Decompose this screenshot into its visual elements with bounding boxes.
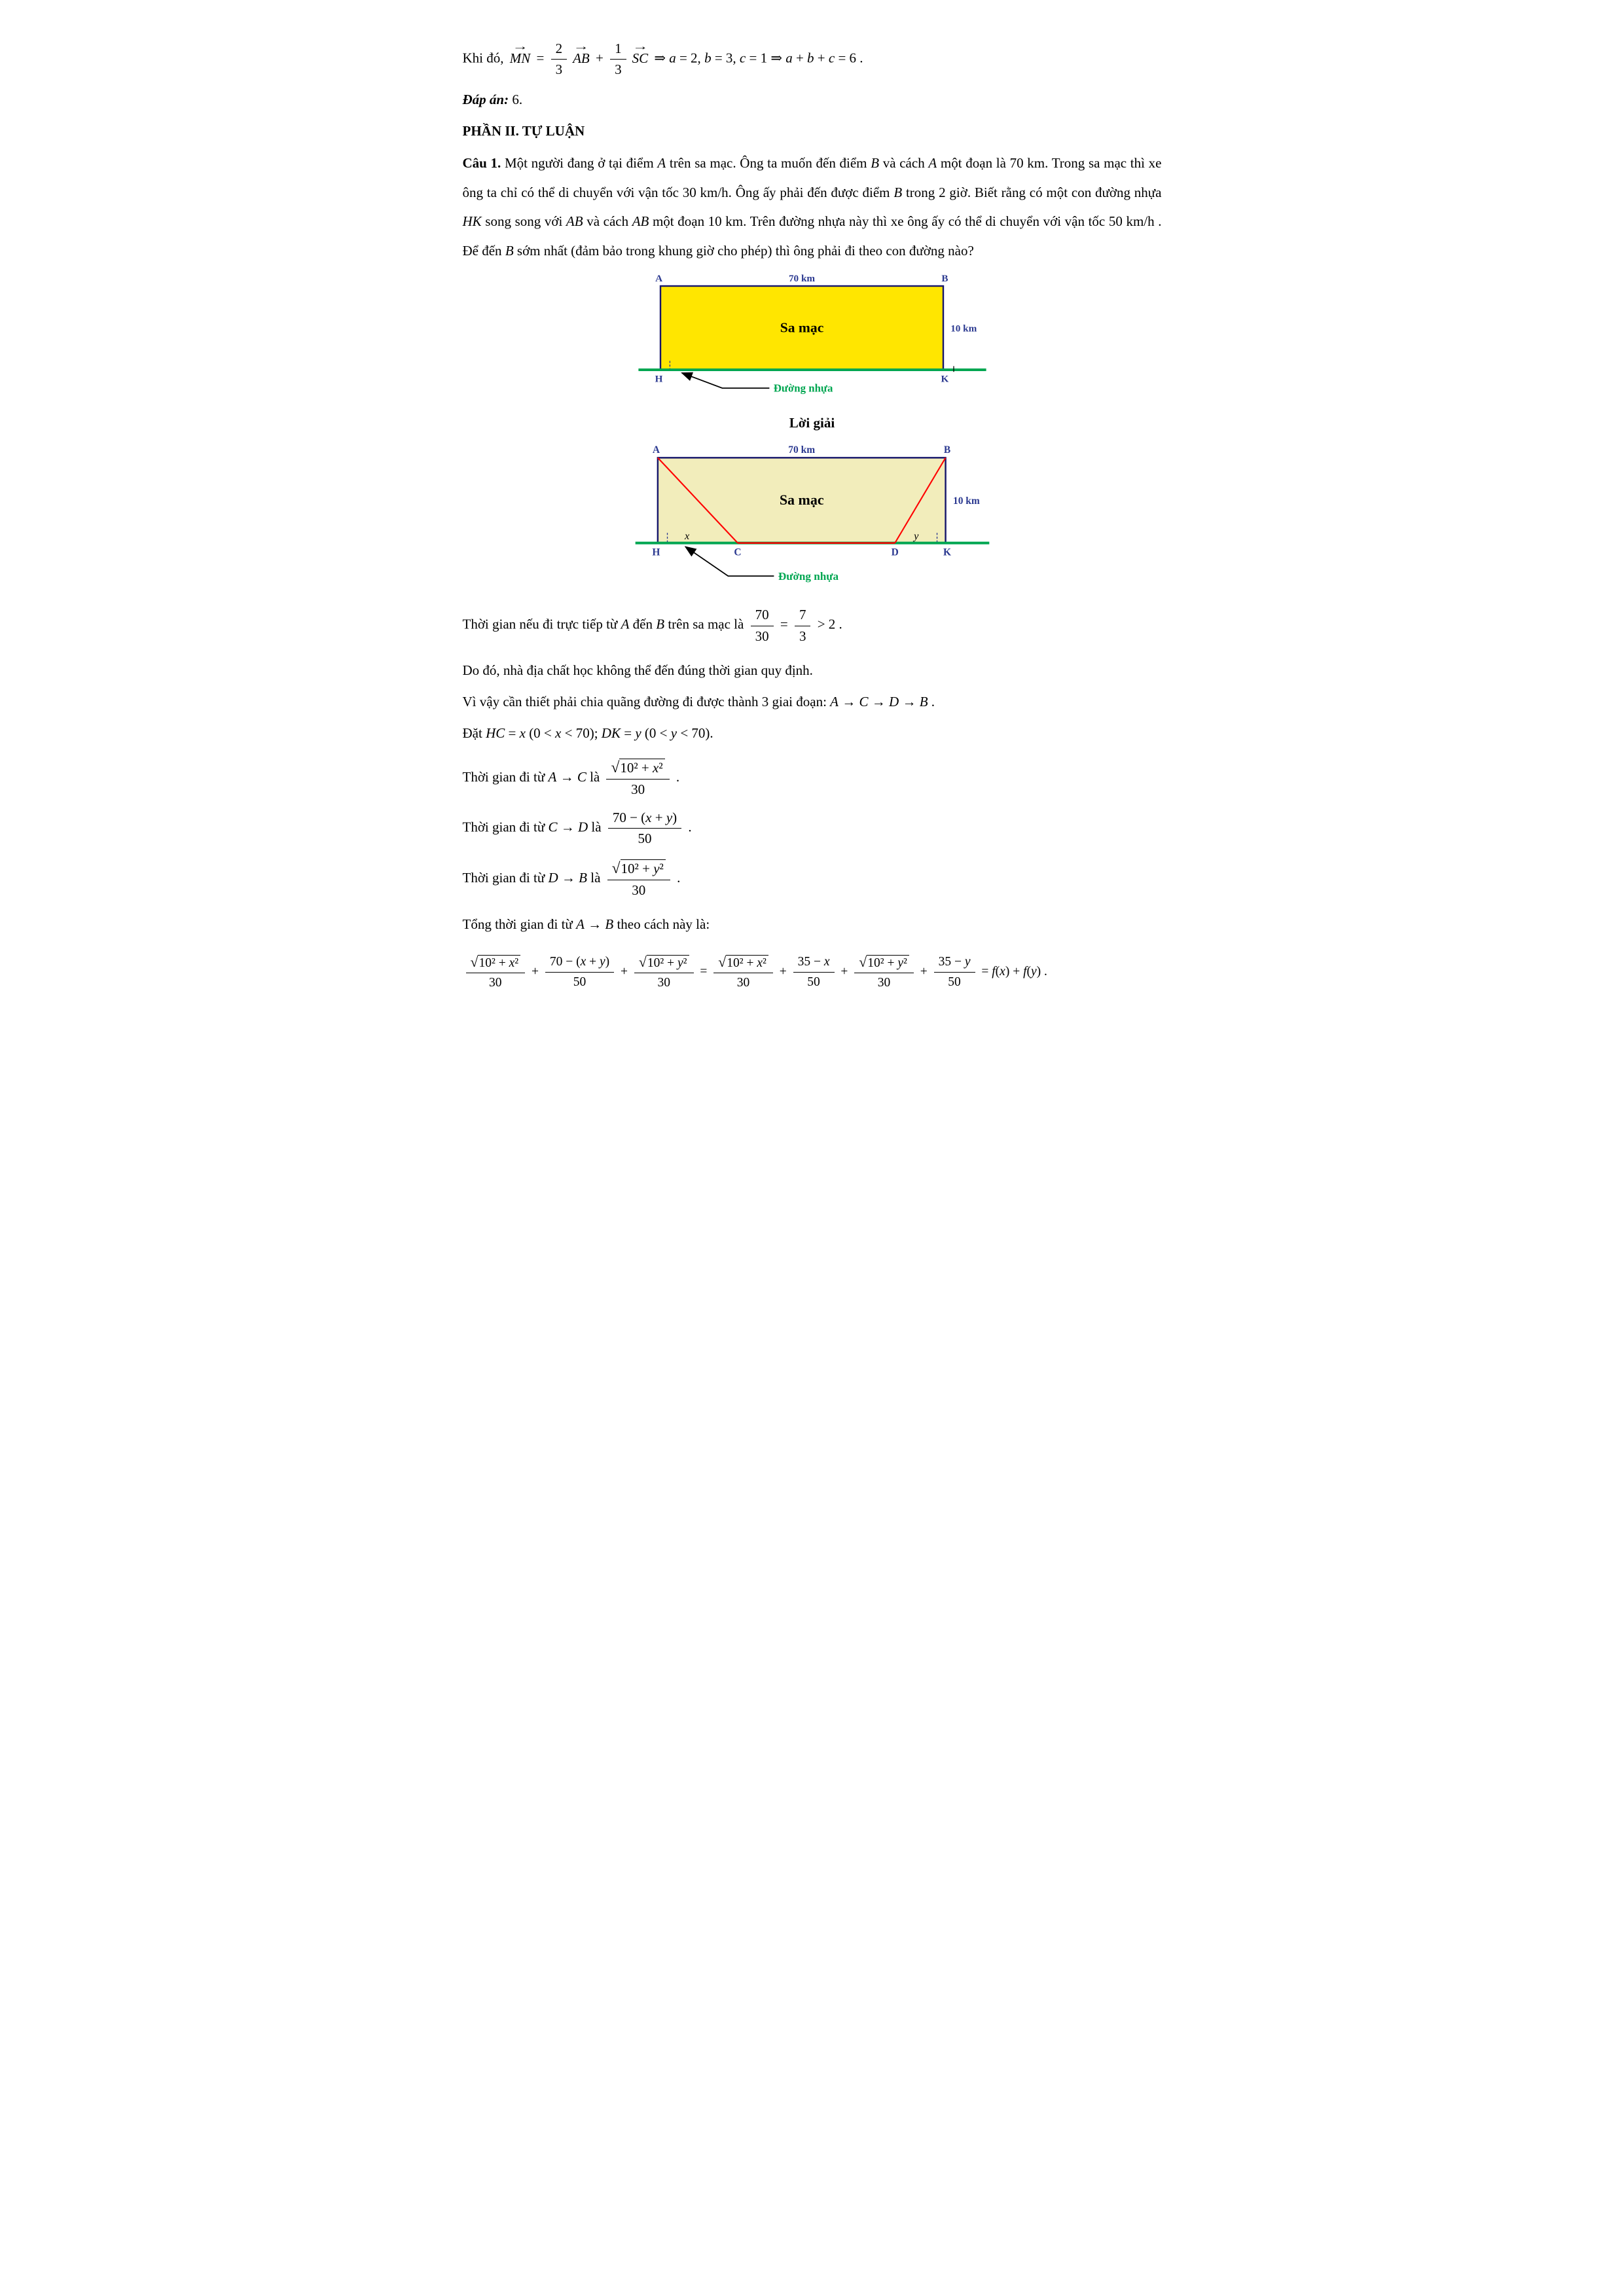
section-title: PHẦN II. TỰ LUẬN [462,123,585,139]
numerator: 70 − (x + y) [608,810,681,829]
label-70km: 70 km [787,444,815,456]
figure-problem [463,273,1162,405]
denominator: 50 [807,975,820,989]
math-var: B [919,693,928,709]
math-var: y [677,956,683,970]
denominator: 50 [948,975,961,989]
math-var: D [578,819,588,835]
numerator: 35 − y [934,954,975,972]
math-var: y [600,955,605,969]
numerator: 70 [751,607,774,626]
time-db-line: Thời gian đi từ D → B là $\frac{\text{√10² + y²}}{30}$ . [462,859,681,898]
direct-time-line: Thời gian nếu đi trực tiếp từ A đến B trên sa mạc là $\frac{70}{30}$ = $\frac{7}{3}$ > 2 . [462,607,842,644]
math-var: b [704,50,712,66]
vector [571,39,591,68]
radicand: 10² + y² [621,859,666,876]
label-duong-nhua: Đường nhựa [773,382,833,395]
square-root [611,760,664,776]
math-var: f [1023,964,1027,978]
vector [631,39,650,68]
total-equation-line: $\frac{\text{√10² + x²}}{30}$ + $\frac{70 - (x + y)}{50}$ + $\frac{\text{√10² + y²}}{30}$ = $\frac{\text{√10² + x²}}{30}$ + $\frac{35 - x}{50}$ + $\frac{\text{√10² + y²}}{30}$ + $\frac{35 - y}{50}$ = f(x) + f(y) . [463,954,1162,991]
math-var: DK [601,725,621,741]
square-root [471,956,521,970]
denominator: 30 [631,781,645,797]
fraction [610,41,626,78]
vector-name: MN [509,50,531,66]
math-var: y [897,956,903,970]
desert-diagram-problem [629,273,996,401]
math-var: A [928,155,937,171]
radicand: 10² + x² [726,955,768,970]
document-page [406,0,1218,1148]
label-K: K [940,373,948,385]
label-y: y [913,529,918,543]
fraction [466,954,526,991]
vector [509,39,532,68]
math-var: B [579,869,587,886]
math-var: y [653,860,660,876]
numerator [607,859,670,880]
label-10km: 10 km [950,323,977,335]
math-var: a [785,50,793,66]
fraction [606,759,669,798]
math-var: x [1000,964,1005,978]
time-ac-line: Thời gian đi từ A → C là $\frac{\text{√10² + x²}}{30}$ . [462,759,680,797]
label-B: B [941,273,948,285]
math-var: f [992,964,996,978]
bold-text: Câu 1. [462,155,501,171]
math-var: AB [632,213,649,230]
square-root [612,861,666,876]
answer-line: Đáp án: 6. [462,92,523,108]
square-root [639,956,689,970]
denominator: 30 [755,628,769,644]
label-10km: 10 km [952,495,980,507]
math-var: C [548,819,558,835]
math-var: A [621,616,630,632]
math-var: x [555,725,562,741]
label-B: B [943,444,950,456]
fraction [934,954,975,990]
denominator: 50 [573,975,586,989]
square-root [718,956,768,970]
math-var: b [807,50,814,66]
radicand: 10² + x² [478,955,520,970]
vector-arrow: → [632,39,649,52]
road-pointer-arrow [685,547,774,577]
square-root [859,956,909,970]
fraction [751,607,774,644]
denominator: 30 [736,976,750,990]
math-var: A [830,693,839,709]
numerator: 2 [551,41,568,60]
vector-arrow: → [512,39,528,52]
problem-statement: Câu 1. Một người đang ở tại điểm A trên sa mạc. Ông ta muốn đến điểm B và cách A một đoạn là 70 km. Trong sa mạc thì xe ông ta chỉ có thể di chuyển với vận tốc 30 km/h. Ông ấy phải đến được điểm B trong 2 giờ. Biết rằng có một con đường nhựa HK song song với AB và cách AB một đoạn 10 km. Trên đường nhựa này thì xe ông ấy có thể di chuyển với vận tốc 50 km/h . Để đến B sớm nhất (đảm bảo trong khung giờ cho phép) thì ông phải đi theo con đường nào? [462,155,1162,259]
label-K: K [943,547,951,558]
radical-sign: √ [611,759,620,776]
math-var: D [548,869,558,886]
math-var: B [605,916,614,932]
math-var: y [635,725,641,741]
numerator [634,954,694,973]
conclusion-line: Do đó, nhà địa chất học không thể đến đúng thời gian quy định. [462,662,813,678]
fraction [607,859,670,899]
math-var: B [505,242,514,259]
label-H: H [651,547,660,558]
label-sa-mac: Sa mạc [780,319,823,336]
label-x: x [684,529,689,543]
radicand: 10² + y² [647,955,689,970]
math-var: c [828,50,835,66]
radical-sign: √ [611,859,621,877]
math-var: B [893,184,903,200]
total-intro-line: Tổng thời gian đi từ A → B theo cách này là: [462,916,710,932]
radicand: 10² + x² [619,759,664,776]
fraction [634,954,694,991]
label-sa-mac: Sa mạc [779,492,824,509]
math-var: C [859,693,869,709]
fraction [854,954,914,991]
radical-sign: √ [718,954,727,970]
math-var: y [670,725,677,741]
figure-solution [463,444,1162,595]
fraction [608,810,681,847]
fraction [793,954,835,990]
numerator: 70 − (x + y) [545,954,614,972]
denominator: 3 [615,62,622,78]
denominator: 30 [877,976,891,990]
denominator: 30 [489,976,502,990]
vector-equation-line: Khi đó, → MN = $\frac{2}{3}$ → AB + $\frac{1}{3}$ → SC ⇒ a = 2, b = 3, c = 1 ⇒ a + b + c = 6 . [462,39,863,78]
math-var: x [519,725,526,741]
solution-heading: Lời giải [789,415,835,431]
math-var: HK [462,213,482,230]
plan-line: Vì vậy cần thiết phải chia quãng đường đi được thành 3 giai đoạn: A → C → D → B . [462,693,935,709]
numerator [854,954,914,973]
math-var: x [509,956,515,970]
desert-diagram-solution [626,444,999,591]
math-var: AB [566,213,583,230]
radical-sign: √ [638,954,647,970]
define-line: Đặt HC = x (0 < x < 70); DK = y (0 < y < 70). [462,725,713,741]
math-var: x [580,955,586,969]
math-var: B [656,616,665,632]
label-A: A [652,444,660,456]
math-var: B [871,155,880,171]
numerator: 35 − x [793,954,835,972]
label-duong-nhua: Đường nhựa [778,570,839,583]
radicand: 10² + y² [867,955,909,970]
math-var: C [577,768,586,785]
road-pointer-arrow [681,373,769,388]
math-var: c [739,50,746,66]
vector-name: SC [632,50,649,66]
math-var: D [889,693,899,709]
numerator [713,954,773,973]
math-var: x [823,955,830,969]
denominator: 3 [555,62,563,78]
fraction [545,954,614,990]
fraction [551,41,568,78]
numerator [466,954,526,973]
vector-arrow: → [573,39,590,52]
math-var: x [653,759,659,776]
denominator: 30 [657,976,670,990]
math-var: A [576,916,585,932]
label-H: H [655,373,663,385]
math-var: A [657,155,666,171]
math-var: a [669,50,676,66]
denominator: 50 [638,831,652,847]
radical-sign: √ [470,954,478,970]
label-A: A [655,273,662,285]
label-C: C [733,547,742,558]
math-var: y [964,955,971,969]
vector-name: AB [573,50,590,66]
math-var: A [548,768,557,785]
numerator: 7 [795,607,811,626]
math-var: y [1031,964,1037,978]
label-D: D [891,547,899,558]
time-cd-line: Thời gian đi từ C → D là $\frac{70 - (x + y)}{50}$ . [462,810,692,847]
math-var: x [645,810,652,826]
label-70km: 70 km [788,273,815,285]
math-var: y [666,810,673,826]
fraction [713,954,773,991]
radical-sign: √ [859,954,867,970]
math-var: HC [486,725,505,741]
math-var: x [757,956,763,970]
fraction [795,607,811,644]
denominator: 3 [799,628,806,644]
bold-italic-text: Đáp án: [462,92,509,108]
numerator: 1 [610,41,626,60]
denominator: 30 [632,882,646,898]
numerator [606,759,669,780]
